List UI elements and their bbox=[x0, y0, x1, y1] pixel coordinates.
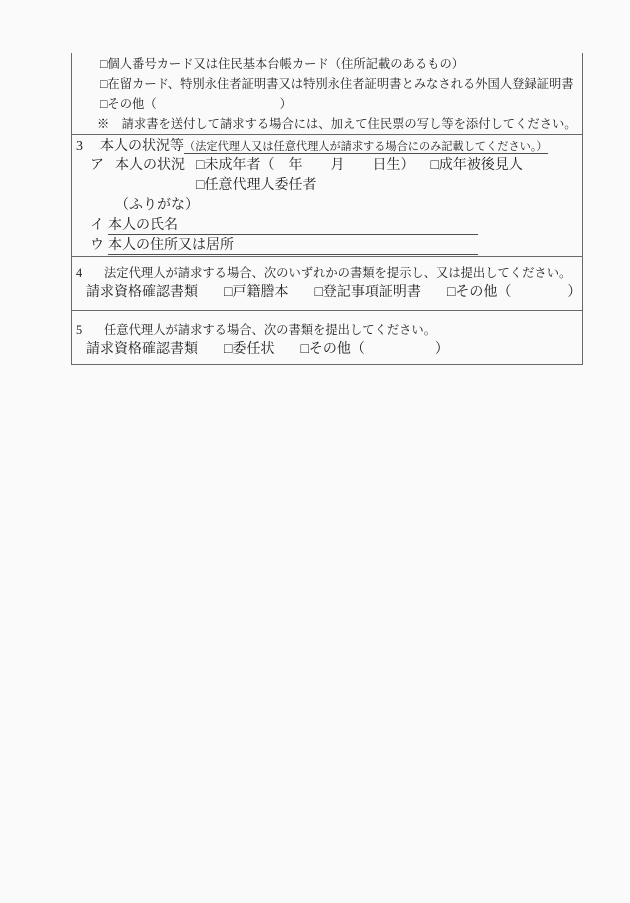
request-form-table bbox=[71, 53, 583, 365]
section-5-number: 5 bbox=[76, 323, 83, 337]
checkbox-power-of-attorney: □委任状 bbox=[224, 342, 275, 357]
section-5-title: 任意代理人が請求する場合、次の書類を提出してください。 bbox=[104, 323, 437, 337]
principal-address-field: 本人の住所又は居所 bbox=[108, 237, 478, 255]
section-4-doc-label: 請求資格確認書類 bbox=[86, 285, 198, 300]
section-5-doc-label: 請求資格確認書類 bbox=[86, 342, 198, 357]
checkbox-individual-number-card: □個人番号カード又は住民基本台帳カード（住所記載のあるもの） bbox=[100, 57, 465, 71]
principal-name-field: 本人の氏名 bbox=[108, 217, 478, 235]
checkbox-other-document: □その他（ ） bbox=[100, 97, 292, 111]
row-a-label: 本人の状況 bbox=[115, 158, 185, 173]
section-3-number: 3 bbox=[76, 139, 83, 154]
section-4-documents-line bbox=[72, 283, 582, 303]
section-5-voluntary-agent bbox=[72, 311, 582, 365]
section-4-number: 4 bbox=[76, 266, 83, 280]
note-mail-request: ※ 請求書を送付して請求する場合には、加えて住民票の写し等を添付してください。 bbox=[97, 117, 577, 131]
section-4-legal-representative bbox=[72, 257, 582, 311]
checkbox-other-proof: □その他（ ） bbox=[446, 285, 582, 300]
checkbox-family-register-copy: □戸籍謄本 bbox=[224, 285, 289, 300]
checkbox-residence-card: □在留カード、特別永住者証明書又は特別永住者証明書とみなされる外国人登録証明書 bbox=[100, 77, 574, 91]
section-4-title: 法定代理人が請求する場合、次のいずれかの書類を提示し、又は提出してください。 bbox=[104, 266, 572, 280]
furigana-label: （ふりがな） bbox=[115, 198, 199, 213]
checkbox-voluntary-agent-delegator: □任意代理人委任者 bbox=[196, 178, 317, 193]
section-identity-documents bbox=[72, 53, 582, 135]
row-i-marker: イ bbox=[90, 218, 104, 233]
section-3-title-note: （法定代理人又は任意代理人が請求する場合にのみ記載してください。） bbox=[184, 141, 548, 153]
row-u-marker: ウ bbox=[90, 238, 104, 253]
section-5-title-line bbox=[72, 320, 582, 340]
section-3-title: 本人の状況等 bbox=[100, 139, 184, 154]
row-u-address bbox=[72, 236, 582, 256]
row-i-name bbox=[72, 216, 582, 236]
checkbox-registry-certificate: □登記事項証明書 bbox=[314, 285, 421, 300]
section-3-principal-status bbox=[72, 135, 582, 257]
checkbox-minor: □未成年者（ 年 月 日生） bbox=[196, 158, 415, 173]
checkbox-other-proof-2: □その他（ ） bbox=[300, 342, 449, 357]
section-3-title-line bbox=[72, 136, 582, 156]
row-a-status bbox=[72, 156, 582, 176]
checkbox-adult-ward: □成年被後見人 bbox=[430, 158, 523, 173]
row-a-marker: ア bbox=[90, 158, 104, 173]
section-4-title-line bbox=[72, 263, 582, 283]
section-5-documents-line bbox=[72, 340, 582, 360]
